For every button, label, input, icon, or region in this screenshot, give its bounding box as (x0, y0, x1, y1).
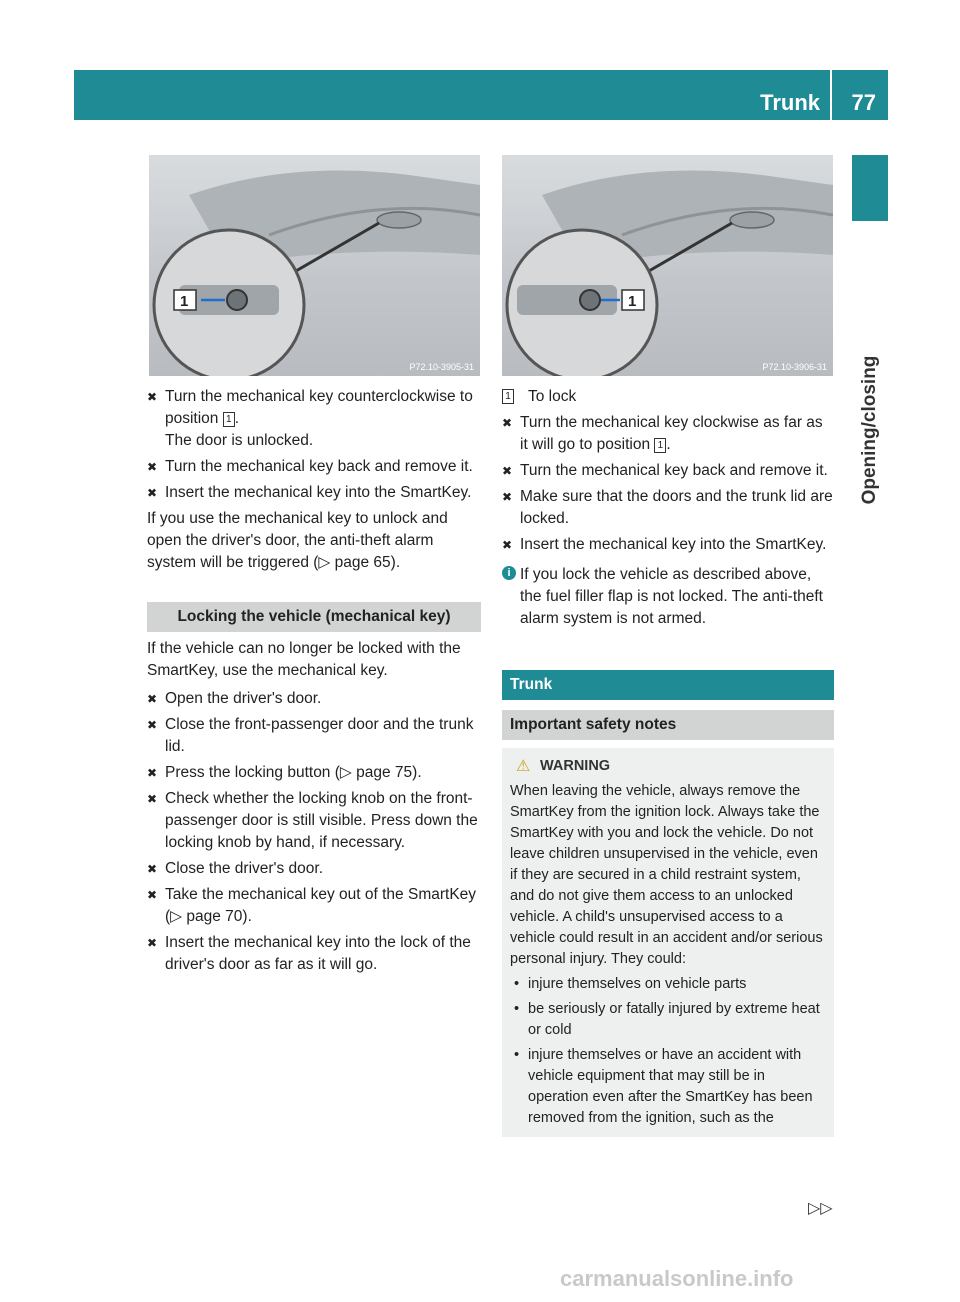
instruction-step: ✖ Insert the mechanical key into the SmartKey. (147, 482, 481, 504)
paragraph: If you use the mechanical key to unlock and open the driver's door, the anti-theft alarm system will be triggered (▷ page 65). (147, 510, 448, 571)
step-arrow-icon: ✖ (502, 464, 513, 478)
instruction-step: ✖ Check whether the locking knob on the front-passenger door is still visible. Press down the locking knob by hand, if necessary. (147, 790, 478, 851)
header-bar (74, 70, 888, 120)
paragraph: If the vehicle can no longer be locked with the SmartKey, use the mechanical key. (147, 640, 461, 679)
position-ref: 1 (502, 389, 514, 404)
step-arrow-icon: ✖ (502, 490, 513, 504)
right-column (502, 386, 834, 1137)
step-arrow-icon: ✖ (147, 936, 158, 950)
car-door-drawing (502, 155, 833, 376)
warning-box (502, 748, 834, 1137)
instruction-step: ✖ Insert the mechanical key into the SmartKey. (502, 534, 834, 556)
warning-header: ⚠ WARNING (516, 758, 611, 775)
watermark: carmanualsonline.info (560, 1266, 794, 1291)
list-item: • injure themselves or have an accident with vehicle equipment that may still be in operation even after the SmartKey has been removed from the ignition, such as the (514, 1047, 813, 1126)
door-lock-illustration-right (502, 155, 833, 376)
step-result: The door is unlocked. (165, 432, 314, 449)
header-divider (830, 70, 832, 120)
subsection-heading: Important safety notes (502, 710, 834, 740)
step-arrow-icon: ✖ (502, 416, 513, 430)
svg-text:1: 1 (180, 293, 189, 310)
legend-item: 1 To lock (502, 386, 834, 408)
section-heading: Trunk (502, 670, 834, 700)
chapter-label: Opening/closing (859, 355, 880, 505)
page-number: 77 (851, 90, 876, 115)
step-arrow-icon: ✖ (147, 718, 158, 732)
left-column (147, 386, 481, 980)
info-icon: i (502, 566, 516, 580)
instruction-step: ✖ Insert the mechanical key into the lock of the driver's door as far as it will go. (147, 934, 471, 973)
instruction-step: ✖ Make sure that the doors and the trunk lid are locked. (502, 488, 833, 527)
instruction-step: ✖ Press the locking button (▷ page 75). (147, 762, 481, 784)
step-arrow-icon: ✖ (147, 692, 158, 706)
instruction-step: ✖ Take the mechanical key out of the SmartKey (▷ page 70). (147, 886, 477, 925)
instruction-step: ✖ Open the driver's door. (147, 688, 481, 710)
instruction-step: ✖ Turn the mechanical key back and remove it. (502, 460, 834, 482)
section-heading: Locking the vehicle (mechanical key) (147, 602, 481, 632)
step-arrow-icon: ✖ (502, 538, 513, 552)
step-arrow-icon: ✖ (147, 766, 158, 780)
warning-text: When leaving the vehicle, always remove the SmartKey from the ignition lock. Always take the SmartKey with you and lock the vehicle. Do not leave children unsupervised in the vehicle, even if they are secured in a child restraint system, and do not give them access to an unlocked vehicle. A child's unsupervised access to a vehicle could result in an accident and/or serious personal injury. They could: (510, 783, 823, 967)
instruction-step: ✖ Turn the mechanical key back and remove it. (147, 456, 481, 478)
step-arrow-icon: ✖ (147, 390, 158, 404)
step-arrow-icon: ✖ (147, 792, 158, 806)
step-arrow-icon: ✖ (147, 888, 158, 902)
warning-icon: ⚠ (516, 758, 531, 775)
image-code: P72.10-3906-31 (762, 362, 827, 372)
image-code: P72.10-3905-31 (409, 362, 474, 372)
side-tab-marker (852, 155, 888, 221)
door-lock-illustration-left (149, 155, 480, 376)
position-ref: 1 (654, 438, 666, 453)
svg-text:1: 1 (628, 293, 637, 310)
instruction-step: ✖ Turn the mechanical key clockwise as far as it will go to position 1 . (502, 414, 823, 453)
position-ref: 1 (223, 412, 235, 427)
section-title: Trunk (760, 90, 820, 115)
instruction-step: ✖ Turn the mechanical key counterclockwise to position 1 . The door is unlocked. (147, 388, 473, 449)
step-arrow-icon: ✖ (147, 862, 158, 876)
list-item: • injure themselves on vehicle parts (514, 976, 747, 992)
step-arrow-icon: ✖ (147, 486, 158, 500)
info-note: i If you lock the vehicle as described above, the fuel filler flap is not locked. The anti-theft alarm system is not armed. (502, 564, 834, 630)
car-door-drawing (149, 155, 480, 376)
list-item: • be seriously or fatally injured by extreme heat or cold (514, 1001, 820, 1038)
continue-mark: ▷▷ (808, 1200, 833, 1217)
instruction-step: ✖ Close the driver's door. (147, 858, 481, 880)
instruction-step: ✖ Close the front-passenger door and the trunk lid. (147, 716, 474, 755)
step-arrow-icon: ✖ (147, 460, 158, 474)
